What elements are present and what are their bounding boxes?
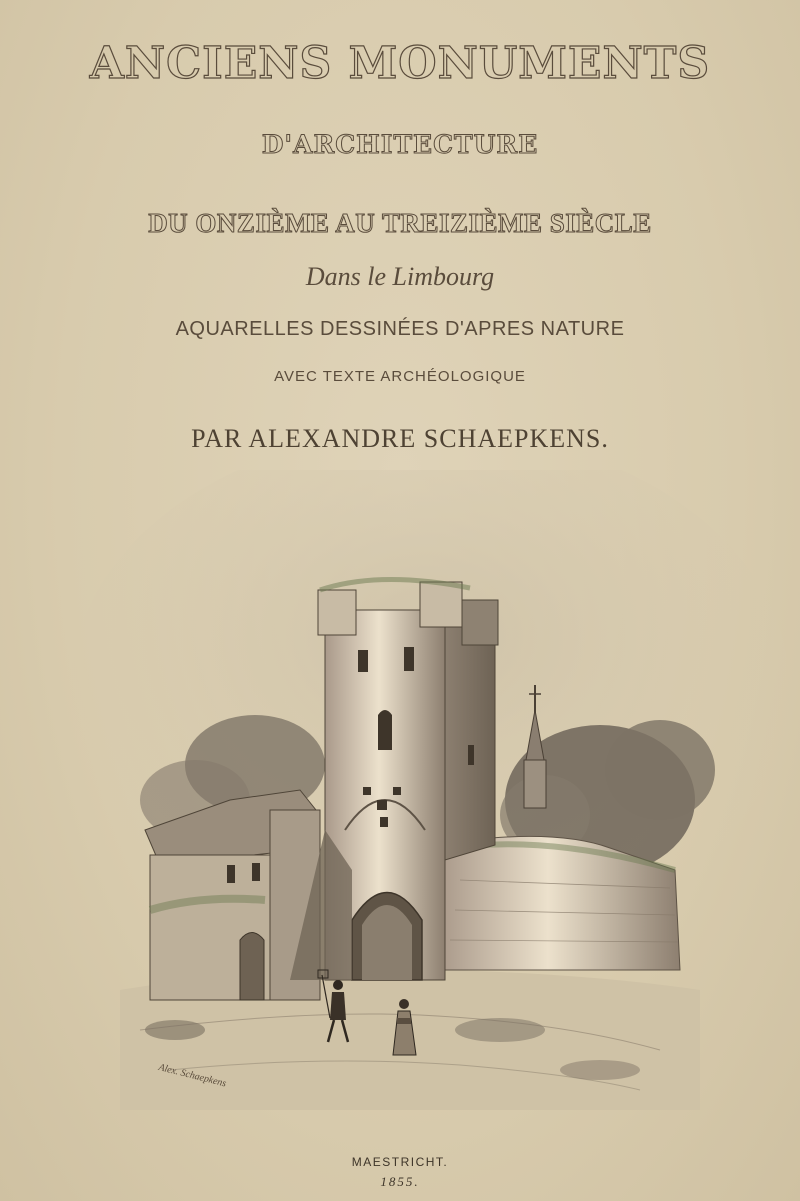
imprint-place: MAESTRICHT.	[351, 1155, 449, 1169]
title-line-1: ANCIENS MONUMENTS	[89, 38, 711, 89]
artist-signature: Alex. Schaepkens	[157, 1062, 228, 1090]
title-line-2: D'ARCHITECTURE	[261, 130, 539, 159]
tower-gate-illustration	[0, 470, 800, 1110]
title-line-4: Dans le Limbourg	[305, 262, 495, 291]
title-line-3: DU ONZIÈME AU TREIZIÈME SIÈCLE	[148, 208, 652, 238]
imprint-year: 1855.	[380, 1174, 420, 1189]
subtitle-line-2: AVEC TEXTE ARCHÉOLOGIQUE	[274, 368, 526, 385]
author-line: PAR ALEXANDRE SCHAEPKENS.	[191, 424, 609, 453]
subtitle-line-1: AQUARELLES DESSINÉES D'APRES NATURE	[175, 318, 625, 340]
